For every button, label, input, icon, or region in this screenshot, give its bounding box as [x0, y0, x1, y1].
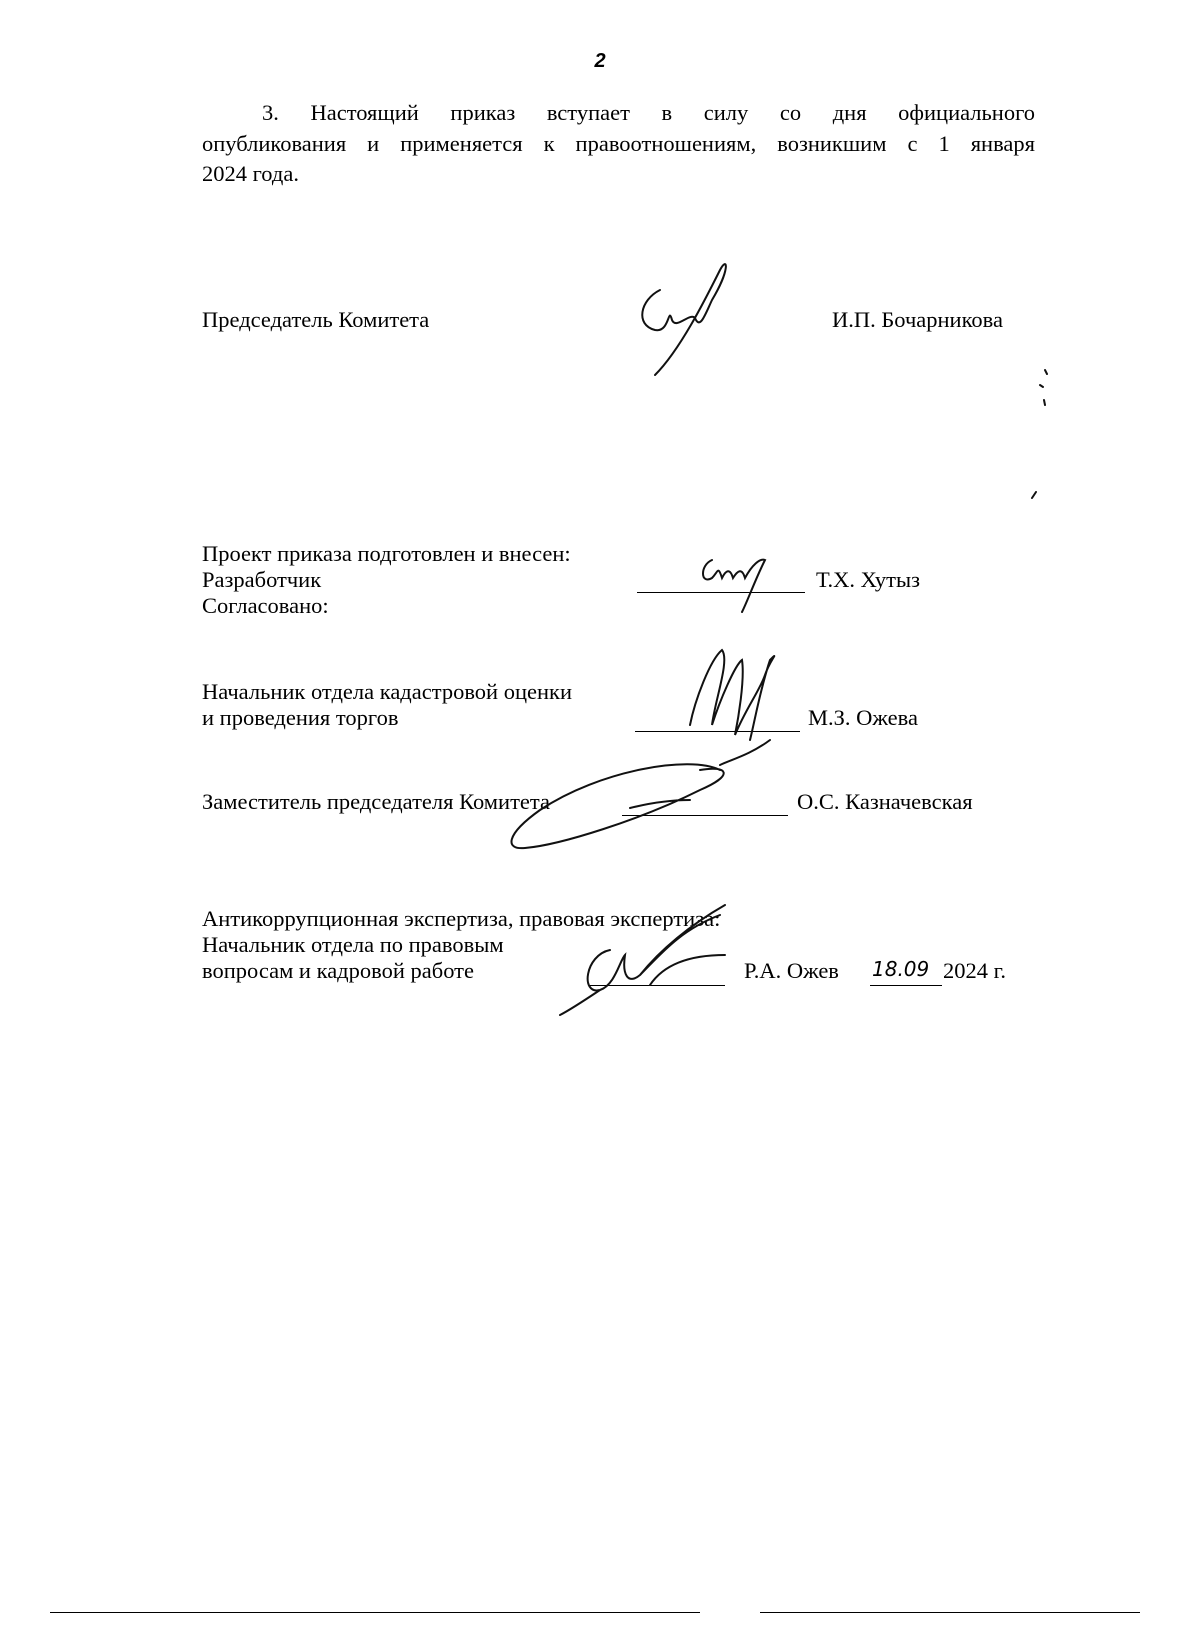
agreed-label: Согласовано:: [202, 593, 329, 618]
date-suffix: 2024 г.: [943, 958, 1006, 983]
signature-line-expertise: [590, 985, 725, 986]
signature-chairman: [642, 264, 726, 375]
signature-line-approval-1: [635, 731, 800, 732]
date-underline: [870, 985, 942, 986]
chairman-title: Председатель Комитета: [202, 307, 430, 332]
signature-line-developer: [637, 592, 805, 593]
approval-1-name: М.З. Ожева: [808, 705, 918, 730]
expertise-title-line-2: вопросам и кадровой работе: [202, 958, 474, 983]
bottom-scan-line-right: [760, 1612, 1140, 1613]
project-header: Проект приказа подготовлен и внесен:: [202, 541, 571, 566]
approval-1-title-line-1: Начальник отдела кадастровой оценки: [202, 679, 573, 704]
stray-mark-right: [1032, 370, 1047, 498]
page-number: 2: [594, 50, 606, 72]
approval-1-title-line-2: и проведения торгов: [202, 705, 399, 730]
signature-line-approval-2: [622, 815, 788, 816]
signature-developer: [703, 560, 765, 612]
expertise-header: Антикоррупционная экспертиза, правовая экспертиза:: [202, 906, 721, 931]
approval-2-name: О.С. Казначевская: [797, 789, 973, 814]
paragraph-line-2: опубликования и применяется к правоотношениям, возникшим с 1 января: [202, 131, 1035, 156]
paragraph-line-3: 2024 года.: [202, 161, 299, 186]
signature-approval-1: [690, 650, 774, 765]
developer-name: Т.Х. Хутыз: [816, 567, 920, 592]
developer-label: Разработчик: [202, 567, 322, 592]
chairman-name: И.П. Бочарникова: [832, 307, 1003, 332]
expertise-name: Р.А. Ожев: [744, 958, 839, 983]
expertise-title-line-1: Начальник отдела по правовым: [202, 932, 504, 957]
handwritten-date: 18.09: [872, 957, 930, 981]
bottom-scan-line-left: [50, 1612, 700, 1613]
paragraph-line-1: 3. Настоящий приказ вступает в силу со дня официального: [262, 100, 1035, 125]
approval-2-title: Заместитель председателя Комитета: [202, 789, 550, 814]
